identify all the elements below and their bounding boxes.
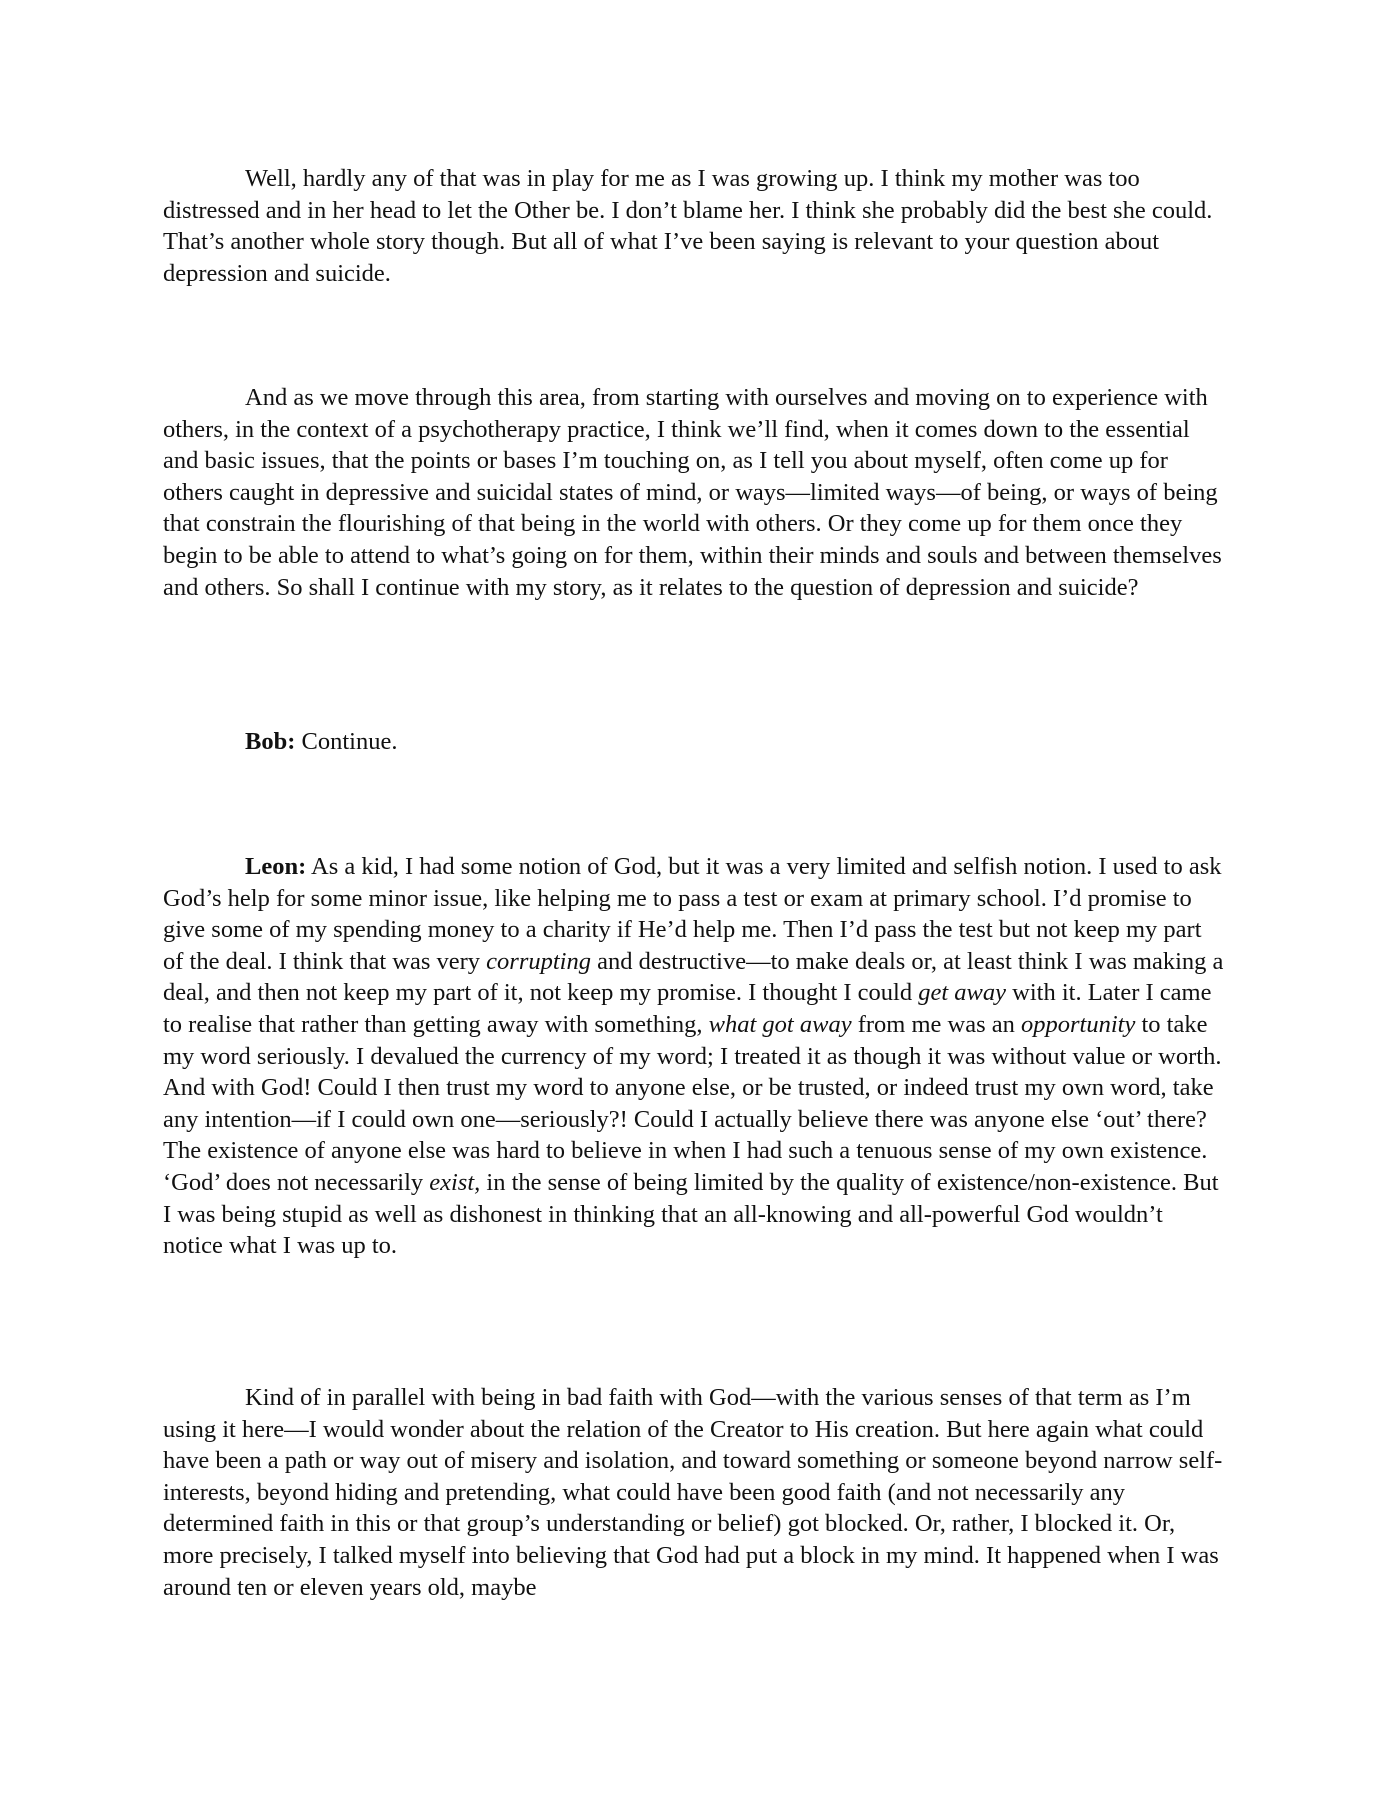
paragraph-leon-text-segment: As a kid, I had some notion of God, but it was a very limited and selfish notion. I used to ask God’s help for some minor issue, like helping me to pass a test or exam at primary school. I’d promise to give some of my spending money to a charity if He’d help me. Then I’d pass the test but not keep my part of the deal. I think that was very — [163, 853, 1222, 975]
speaker-label-leon: Leon: — [245, 853, 307, 880]
paragraph-2-text: And as we move through this area, from starting with ourselves and moving on to experience with others, in the context of a psychotherapy practice, I think we’ll find, when it comes down to the essential and basic issues, that the points or bases I’m touching on, as I tell you about myself, often come up for others caught in depressive and suicidal states of mind, or ways—limited ways—of being, or ways of being that constrain the flourishing of that being in the world with others. Or they come up for them once they begin to be able to attend to what’s going on for them, within their minds and souls and between themselves and others. So shall I continue with my story, as it relates to the question of depression and suicide? — [163, 384, 1222, 601]
emphasis-get-away: get away — [918, 979, 1007, 1007]
paragraph-2 — [163, 382, 1225, 603]
speaker-label-bob: Bob: — [245, 728, 296, 755]
paragraph-1 — [163, 163, 1225, 289]
paragraph-bob — [163, 726, 1225, 758]
paragraph-leon-text-segment: and destructive—to make deals or, at least think I was making a deal, and then not keep my part of it, not keep my promise. I thought I could — [163, 947, 1224, 1007]
paragraph-5 — [163, 1382, 1225, 1603]
emphasis-corrupting: corrupting — [486, 947, 591, 975]
paragraph-bob-text: Continue. — [301, 728, 398, 755]
paragraph-leon — [163, 851, 1225, 1262]
paragraph-leon-text-segment: with it. Later I came to realise that rather than getting away with something, — [163, 979, 1212, 1038]
emphasis-opportunity: opportunity — [1021, 1010, 1136, 1038]
emphasis-exist: exist, — [429, 1168, 481, 1196]
paragraph-leon-text-segment: in the sense of being limited by the quality of existence/non-existence. But I was being stupid as well as dishonest in thinking that an all-knowing and all-powerful God wouldn’t notice what I was up to. — [163, 1168, 1219, 1260]
paragraph-1-text: Well, hardly any of that was in play for me as I was growing up. I think my mother was too distressed and in her head to let the Other be. I don’t blame her. I think she probably did the best she could. That’s another whole story though. But all of what I’ve been saying is relevant to your question about depression and suicide. — [163, 165, 1213, 287]
paragraph-5-text: Kind of in parallel with being in bad faith with God—with the various senses of that term as I’m using it here—I would wonder about the relation of the Creator to His creation. But here again what could have been a path or way out of misery and isolation, and toward something or someone beyond narrow self-interests, beyond hiding and pretending, what could have been good faith (and not necessarily any determined faith in this or that group’s understanding or belief) got blocked. Or, rather, I blocked it. Or, more precisely, I talked myself into believing that God had put a block in my mind. It happened when I was around ten or eleven years old, maybe — [163, 1384, 1223, 1601]
emphasis-what-got-away: what got away — [708, 1010, 852, 1038]
paragraph-leon-text-segment: to take my word seriously. I devalued the currency of my word; I treated it as though it was without value or worth. And with God! Could I then trust my word to anyone else, or be trusted, or indeed trust my own word, take any intention—if I could own one—seriously?! Could I actually believe there was anyone else ‘out’ there? The existence of anyone else was hard to believe in when I had such a tenuous sense of my own existence. ‘God’ does not necessarily — [163, 1010, 1222, 1196]
paragraph-leon-text-segment: from me was an — [851, 1010, 1021, 1038]
